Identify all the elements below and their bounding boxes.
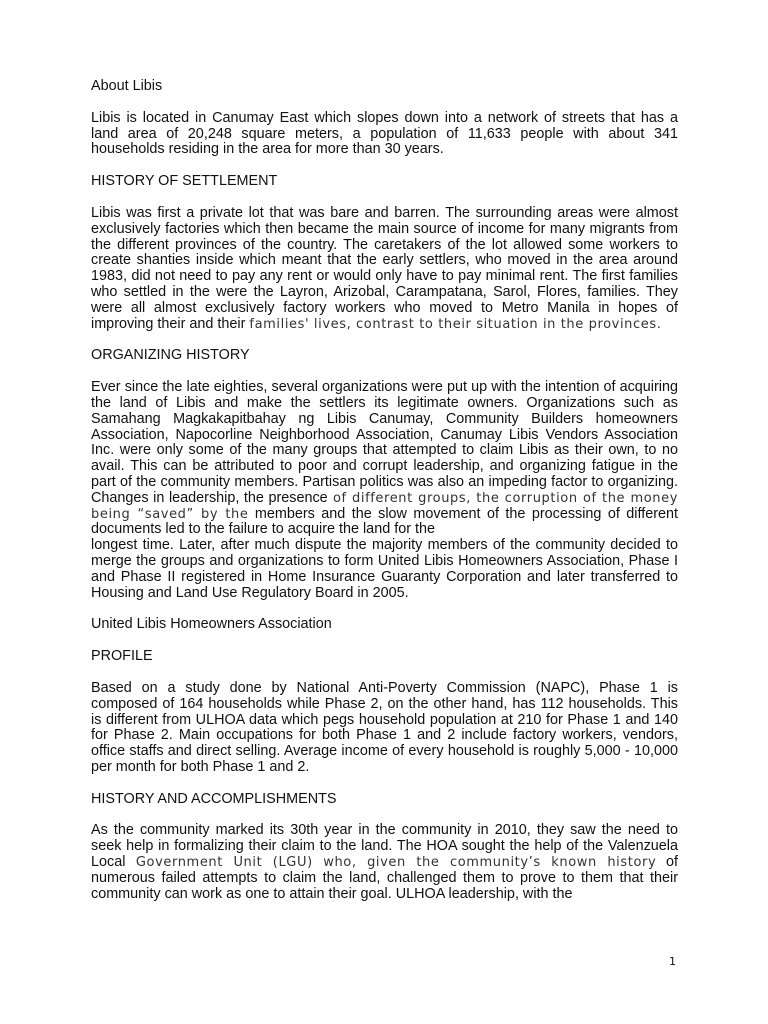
organizing-history-paragraph [91,380,678,538]
history-of-settlement-heading: HISTORY OF SETTLEMENT [91,173,278,190]
intro-paragraph: Libis is located in Canumay East which slopes down into a network of streets that has a land area of 20,248 square meters, a population of 11,633 people with about 341 households residing in the area for more than 30 years. [91,109,678,158]
organizing-history-heading: ORGANIZING HISTORY [91,347,250,364]
history-and-accomplishments-body-part1: As the community marked its 30th year in the community in 2010, they saw the need to seek help in formalizing their claim to the land. The HOA sought the help of the Valenzuela Local [91,822,678,871]
page-number: 1 [669,955,676,968]
history-and-accomplishments-body-part2: of numerous failed attempts to claim the land, challenged them to prove to them that their community can work as one to attain their goal. ULHOA leadership, with the [91,854,678,902]
document-page [91,79,678,918]
history-of-settlement-paragraph [91,206,678,332]
organizing-history-continued-paragraph: longest time. Later, after much dispute the majority members of the community decided to merge the groups and organizations to form United Libis Homeowners Association, Phase I and Phase II registered in Home Insurance Guaranty Corporation and later transferred to Housing and Land Use Regulatory Board in 2005. [91,537,678,601]
history-and-accomplishments-paragraph [91,823,678,902]
profile-heading: PROFILE [91,648,153,665]
history-of-settlement-body: Libis was first a private lot that was bare and barren. The surrounding areas were almost exclusively factories which then became the main source of income for many migrants from the different provinces of the country. The caretakers of the lot allowed some workers to create shanties inside which meant that the early settlers, who moved in the area around 1983, did not need to pay any rent or would only have to pay minimal rent. The first families who settled in the were the Layron, Arizobal, Carampatana, Sarol, Flores, families. They were all almost exclusively factory workers who moved to Metro Manila in hopes of improving their and their [91,204,678,332]
document-title: About Libis [91,78,163,94]
history-and-accomplishments-heading: HISTORY AND ACCOMPLISHMENTS [91,790,337,807]
history-and-accomplishments-body-soft: Government Unit (LGU) who, given the community’s known history [125,855,657,871]
association-name: United Libis Homeowners Association [91,616,332,633]
organizing-history-body-soft: of different groups, the corruption of the money being “saved” by the [91,490,678,522]
organizing-history-body-part2: members and the slow movement of the processing of different documents led to the failure to acquire the land for the [91,505,679,538]
profile-paragraph: Based on a study done by National Anti-Poverty Commission (NAPC), Phase 1 is composed of 164 households while Phase 2, on the other hand, has 112 households. This is different from ULHOA data which pegs household population at 210 for Phase 1 and 140 for Phase 2. Main occupations for both Phase 1 and 2 include factory workers, vendors, office staffs and direct selling. Average income of every household is roughly 5,000 - 10,000 per month for both Phase 1 and 2. [91,679,678,775]
history-of-settlement-body-tail: families' lives, contrast to their situation in the provinces. [249,316,662,332]
organizing-history-body-part1: Ever since the late eighties, several organizations were put up with the intention of acquiring the land of Libis and make the settlers its legitimate owners. Organizations such as Samahang Magkakapitbahay ng Libis Canumay, Community Builders homeowners Association, Napocorline Neighborhood Association, Canumay Libis Vendors Association Inc. were only some of the many groups that attempted to claim Libis as their own, to no avail. This can be attributed to poor and corrupt leadership, and organizing fatigue in the part of the community members. Partisan politics was also an impeding factor to organizing. Changes in leadership, the presence [91,379,678,506]
